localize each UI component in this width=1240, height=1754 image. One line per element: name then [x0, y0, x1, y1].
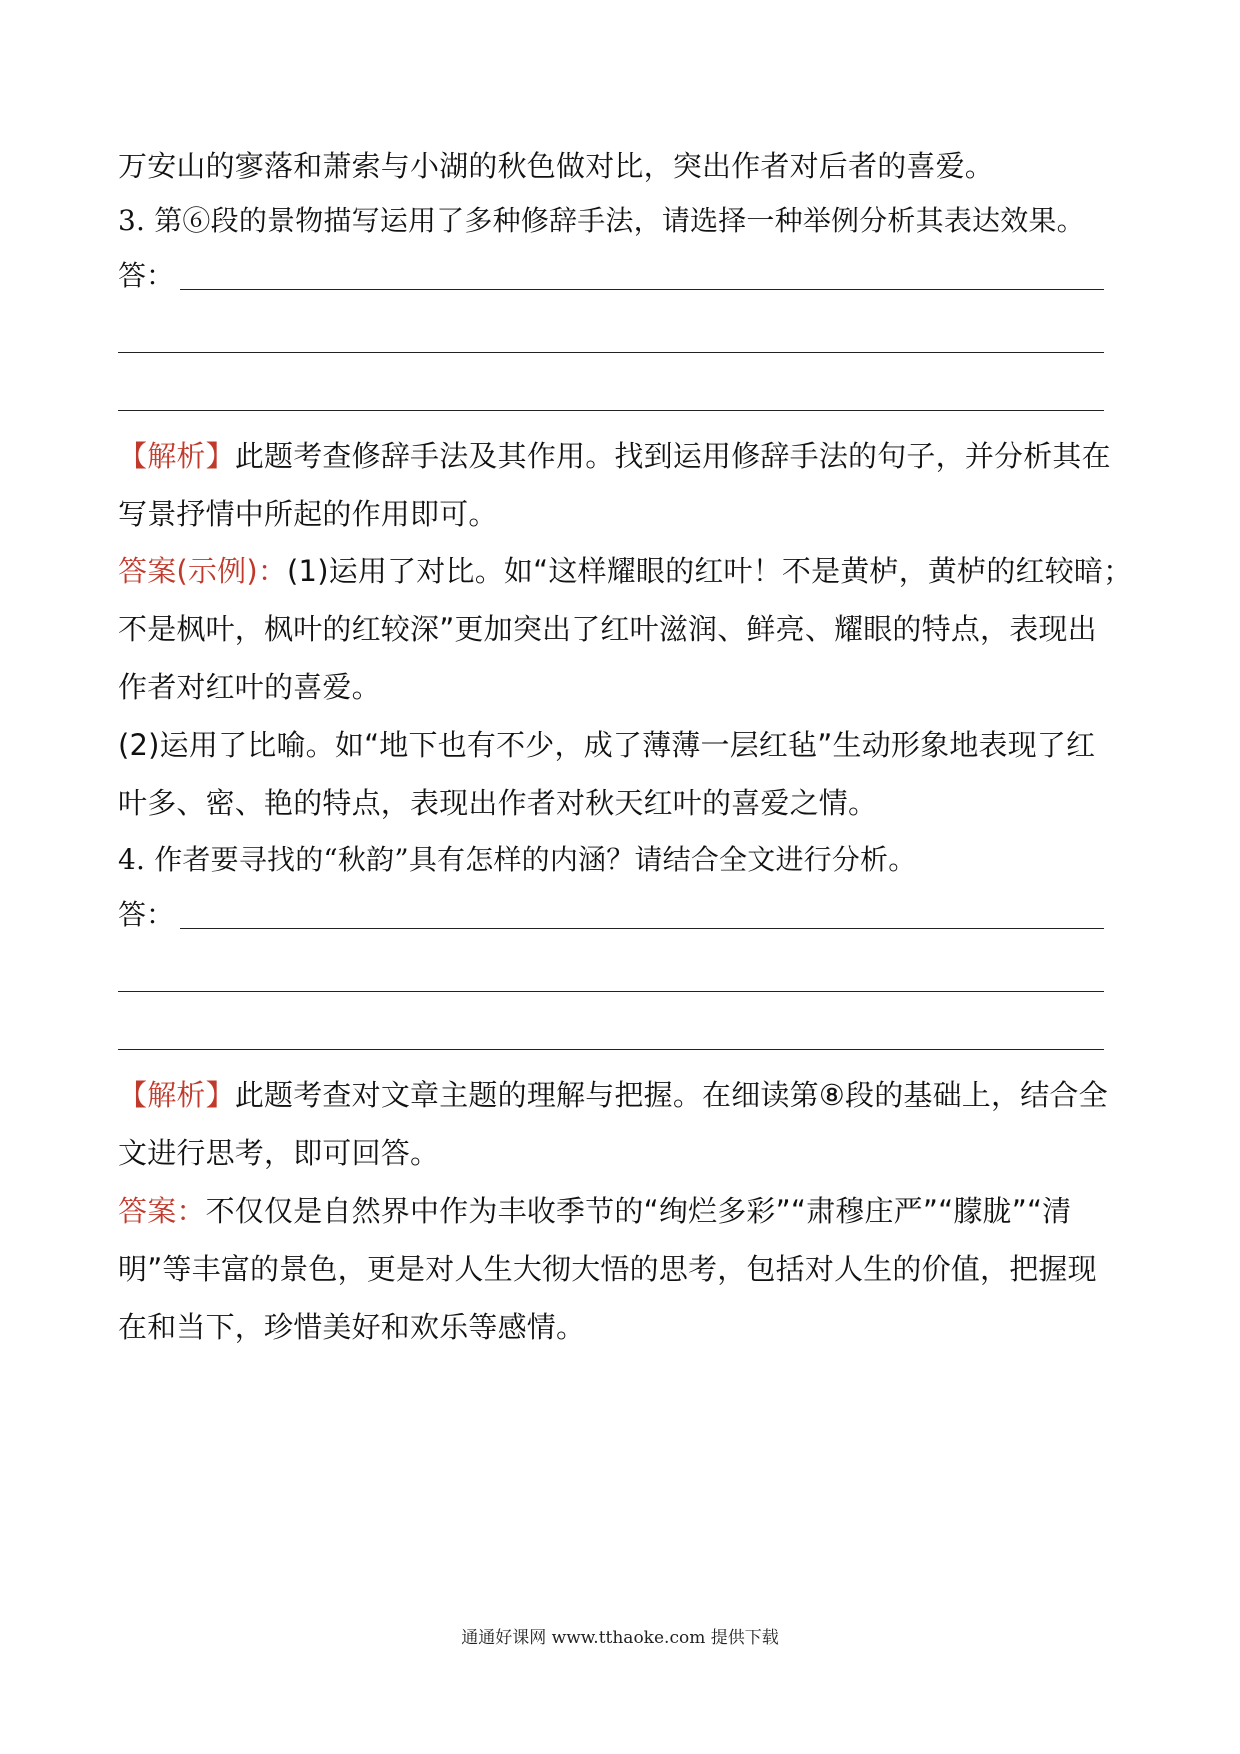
answer-line: 作者对红叶的喜爱。 — [118, 670, 381, 704]
answer-text: (1)运用了对比。如“这样耀眼的红叶！不是黄栌，黄栌的红较暗； — [287, 554, 1133, 588]
blank-rule — [180, 289, 1104, 290]
answer-line — [118, 551, 1138, 591]
answer-line — [118, 1191, 1138, 1231]
analysis-text: 此题考查修辞手法及其作用。找到运用修辞手法的句子，并分析其在 — [234, 439, 1111, 473]
answer-tag: 答案(示例)： — [118, 554, 288, 588]
answer-label: 答： — [118, 898, 175, 931]
analysis-line — [118, 436, 1138, 476]
answer-line: 明”等丰富的景色，更是对人生大彻大悟的思考，包括对人生的价值，把握现 — [118, 1252, 1097, 1286]
answer-blank-q3-2[interactable] — [118, 316, 1104, 353]
analysis-line — [118, 1075, 1138, 1115]
answer-blank-q3-1[interactable] — [118, 258, 1104, 294]
analysis-text: 此题考查对文章主题的理解与把握。在细读第⑧段的基础上，结合全 — [234, 1078, 1108, 1112]
question-3: 3. 第⑥段的景物描写运用了多种修辞手法，请选择一种举例分析其表达效果。 — [118, 204, 1085, 237]
answer-blank-q4-1[interactable] — [118, 897, 1104, 933]
answer-blank-q4-3[interactable] — [118, 1013, 1104, 1050]
analysis-tag: 【解析】 — [118, 1078, 235, 1112]
answer-label: 答： — [118, 259, 175, 292]
answer-blank-q4-2[interactable] — [118, 955, 1104, 992]
answer-line: 叶多、密、艳的特点，表现出作者对秋天红叶的喜爱之情。 — [118, 786, 878, 820]
question-4: 4. 作者要寻找的“秋韵”具有怎样的内涵？请结合全文进行分析。 — [118, 843, 917, 876]
answer-blank-q3-3[interactable] — [118, 374, 1104, 411]
blank-rule — [180, 928, 1104, 929]
answer-text: 不仅仅是自然界中作为丰收季节的“绚烂多彩”“肃穆庄严”“朦胧”“清 — [205, 1194, 1072, 1228]
page-footer: 通通好课网 www.tthaoke.com 提供下载 — [461, 1628, 779, 1648]
answer-line: (2)运用了比喻。如“地下也有不少，成了薄薄一层红毡”生动形象地表现了红 — [118, 728, 1096, 762]
paragraph-line: 万安山的寥落和萧索与小湖的秋色做对比，突出作者对后者的喜爱。 — [118, 149, 995, 183]
answer-tag: 答案： — [118, 1194, 206, 1228]
analysis-line: 文进行思考，即可回答。 — [118, 1136, 440, 1170]
analysis-line: 写景抒情中所起的作用即可。 — [118, 497, 498, 531]
analysis-tag: 【解析】 — [118, 439, 235, 473]
answer-line: 不是枫叶，枫叶的红较深”更加突出了红叶滋润、鲜亮、耀眼的特点，表现出 — [118, 612, 1097, 646]
answer-line: 在和当下，珍惜美好和欢乐等感情。 — [118, 1310, 586, 1344]
